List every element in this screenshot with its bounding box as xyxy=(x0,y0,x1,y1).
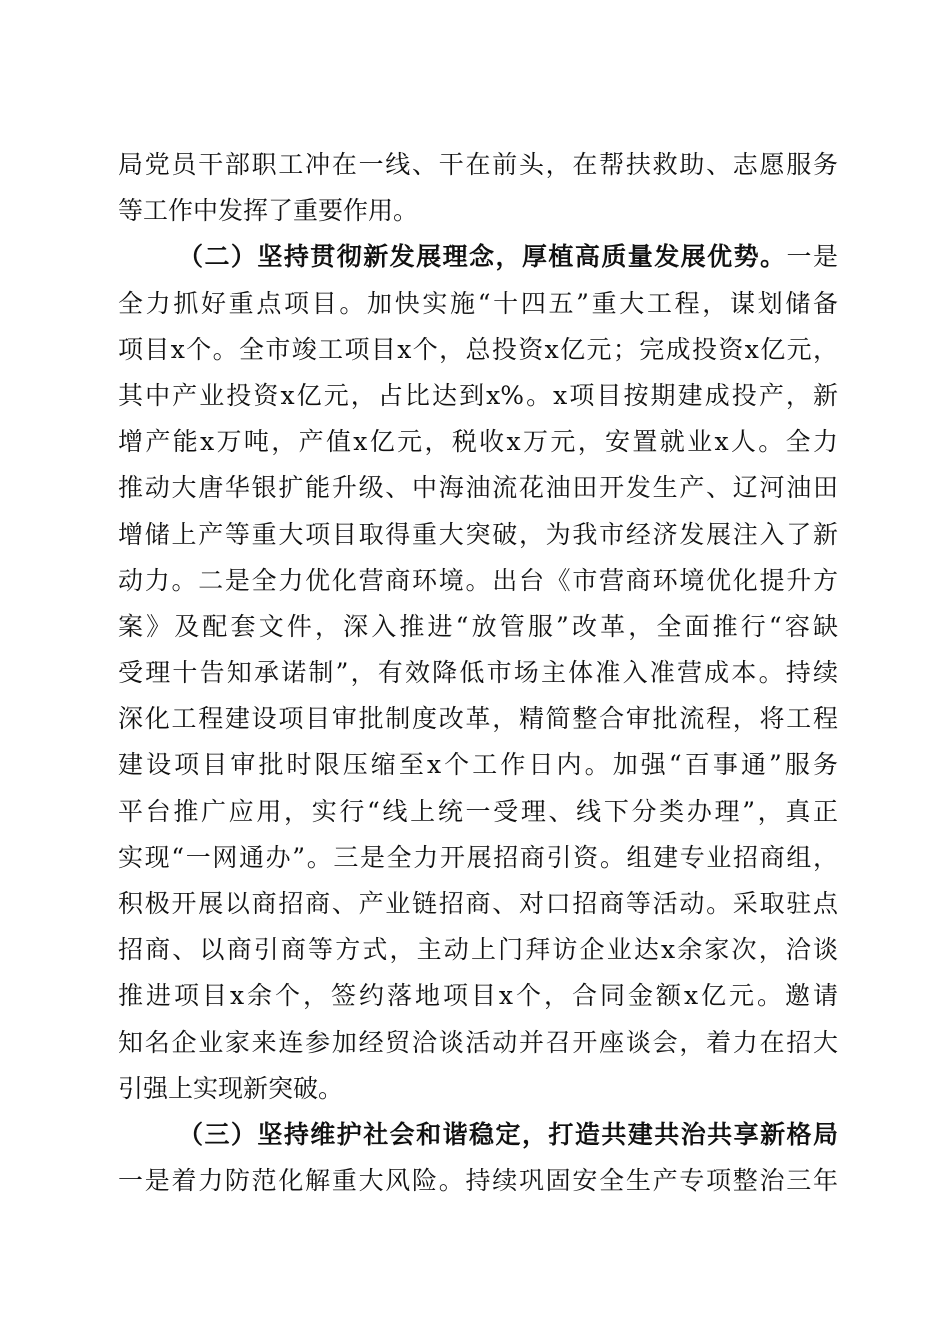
text-line: 案》及配套文件，深入推进“放管服”改革，全面推行“容缺 xyxy=(118,611,838,641)
text-line: 动力。二是全力优化营商环境。出台《市营商环境优化提升方 xyxy=(118,565,838,595)
text-line: 增储上产等重大项目取得重大突破，为我市经济发展注入了新 xyxy=(118,519,838,549)
text-line: 受理十告知承诺制”，有效降低市场主体准入准营成本。持续 xyxy=(118,658,838,688)
text-line: 全力抓好重点项目。加快实施“十四五”重大工程，谋划储备 xyxy=(118,288,838,318)
text-line: 平台推广应用，实行“线上统一受理、线下分类办理”，真正 xyxy=(118,796,838,826)
text-line: 招商、以商引商等方式，主动上门拜访企业达x余家次，洽谈 xyxy=(118,935,838,965)
section-heading: （二）坚持贯彻新发展理念，厚植高质量发展优势。 xyxy=(178,242,787,272)
section-heading-line xyxy=(118,234,838,280)
section-heading: （三）坚持维护社会和谐稳定，打造共建共治共享新格局 xyxy=(178,1119,838,1149)
text-line: 等工作中发挥了重要作用。 xyxy=(118,196,419,226)
text-line: 其中产业投资x亿元，占比达到x%。x项目按期建成投产，新 xyxy=(118,380,838,410)
text-line: 项目x个。全市竣工项目x个，总投资x亿元；完成投资x亿元， xyxy=(118,334,838,364)
text-line: 局党员干部职工冲在一线、干在前头，在帮扶救助、志愿服务 xyxy=(118,150,838,179)
text-line: 知名企业家来连参加经贸洽谈活动并召开座谈会，着力在招大 xyxy=(118,1027,838,1057)
text-line: 增产能x万吨，产值x亿元，税收x万元，安置就业x人。全力 xyxy=(118,427,838,457)
text-line: 一是着力防范化解重大风险。持续巩固安全生产专项整治三年 xyxy=(118,1166,838,1196)
document-body xyxy=(118,142,838,1204)
text-line-fragment: 一是 xyxy=(786,242,838,272)
text-line: 建设项目审批时限压缩至x个工作日内。加强“百事通”服务 xyxy=(118,750,838,780)
text-line: 推动大唐华银扩能升级、中海油流花油田开发生产、辽河油田 xyxy=(118,473,838,503)
text-line: 积极开展以商招商、产业链招商、对口招商等活动。采取驻点 xyxy=(118,889,838,918)
text-line: 推进项目x余个，签约落地项目x个，合同金额x亿元。邀请 xyxy=(118,981,838,1011)
text-line: 深化工程建设项目审批制度改革，精简整合审批流程，将工程 xyxy=(118,704,838,734)
text-line: 实现“一网通办”。三是全力开展招商引资。组建专业招商组， xyxy=(118,842,838,872)
text-line: 引强上实现新突破。 xyxy=(118,1073,344,1103)
